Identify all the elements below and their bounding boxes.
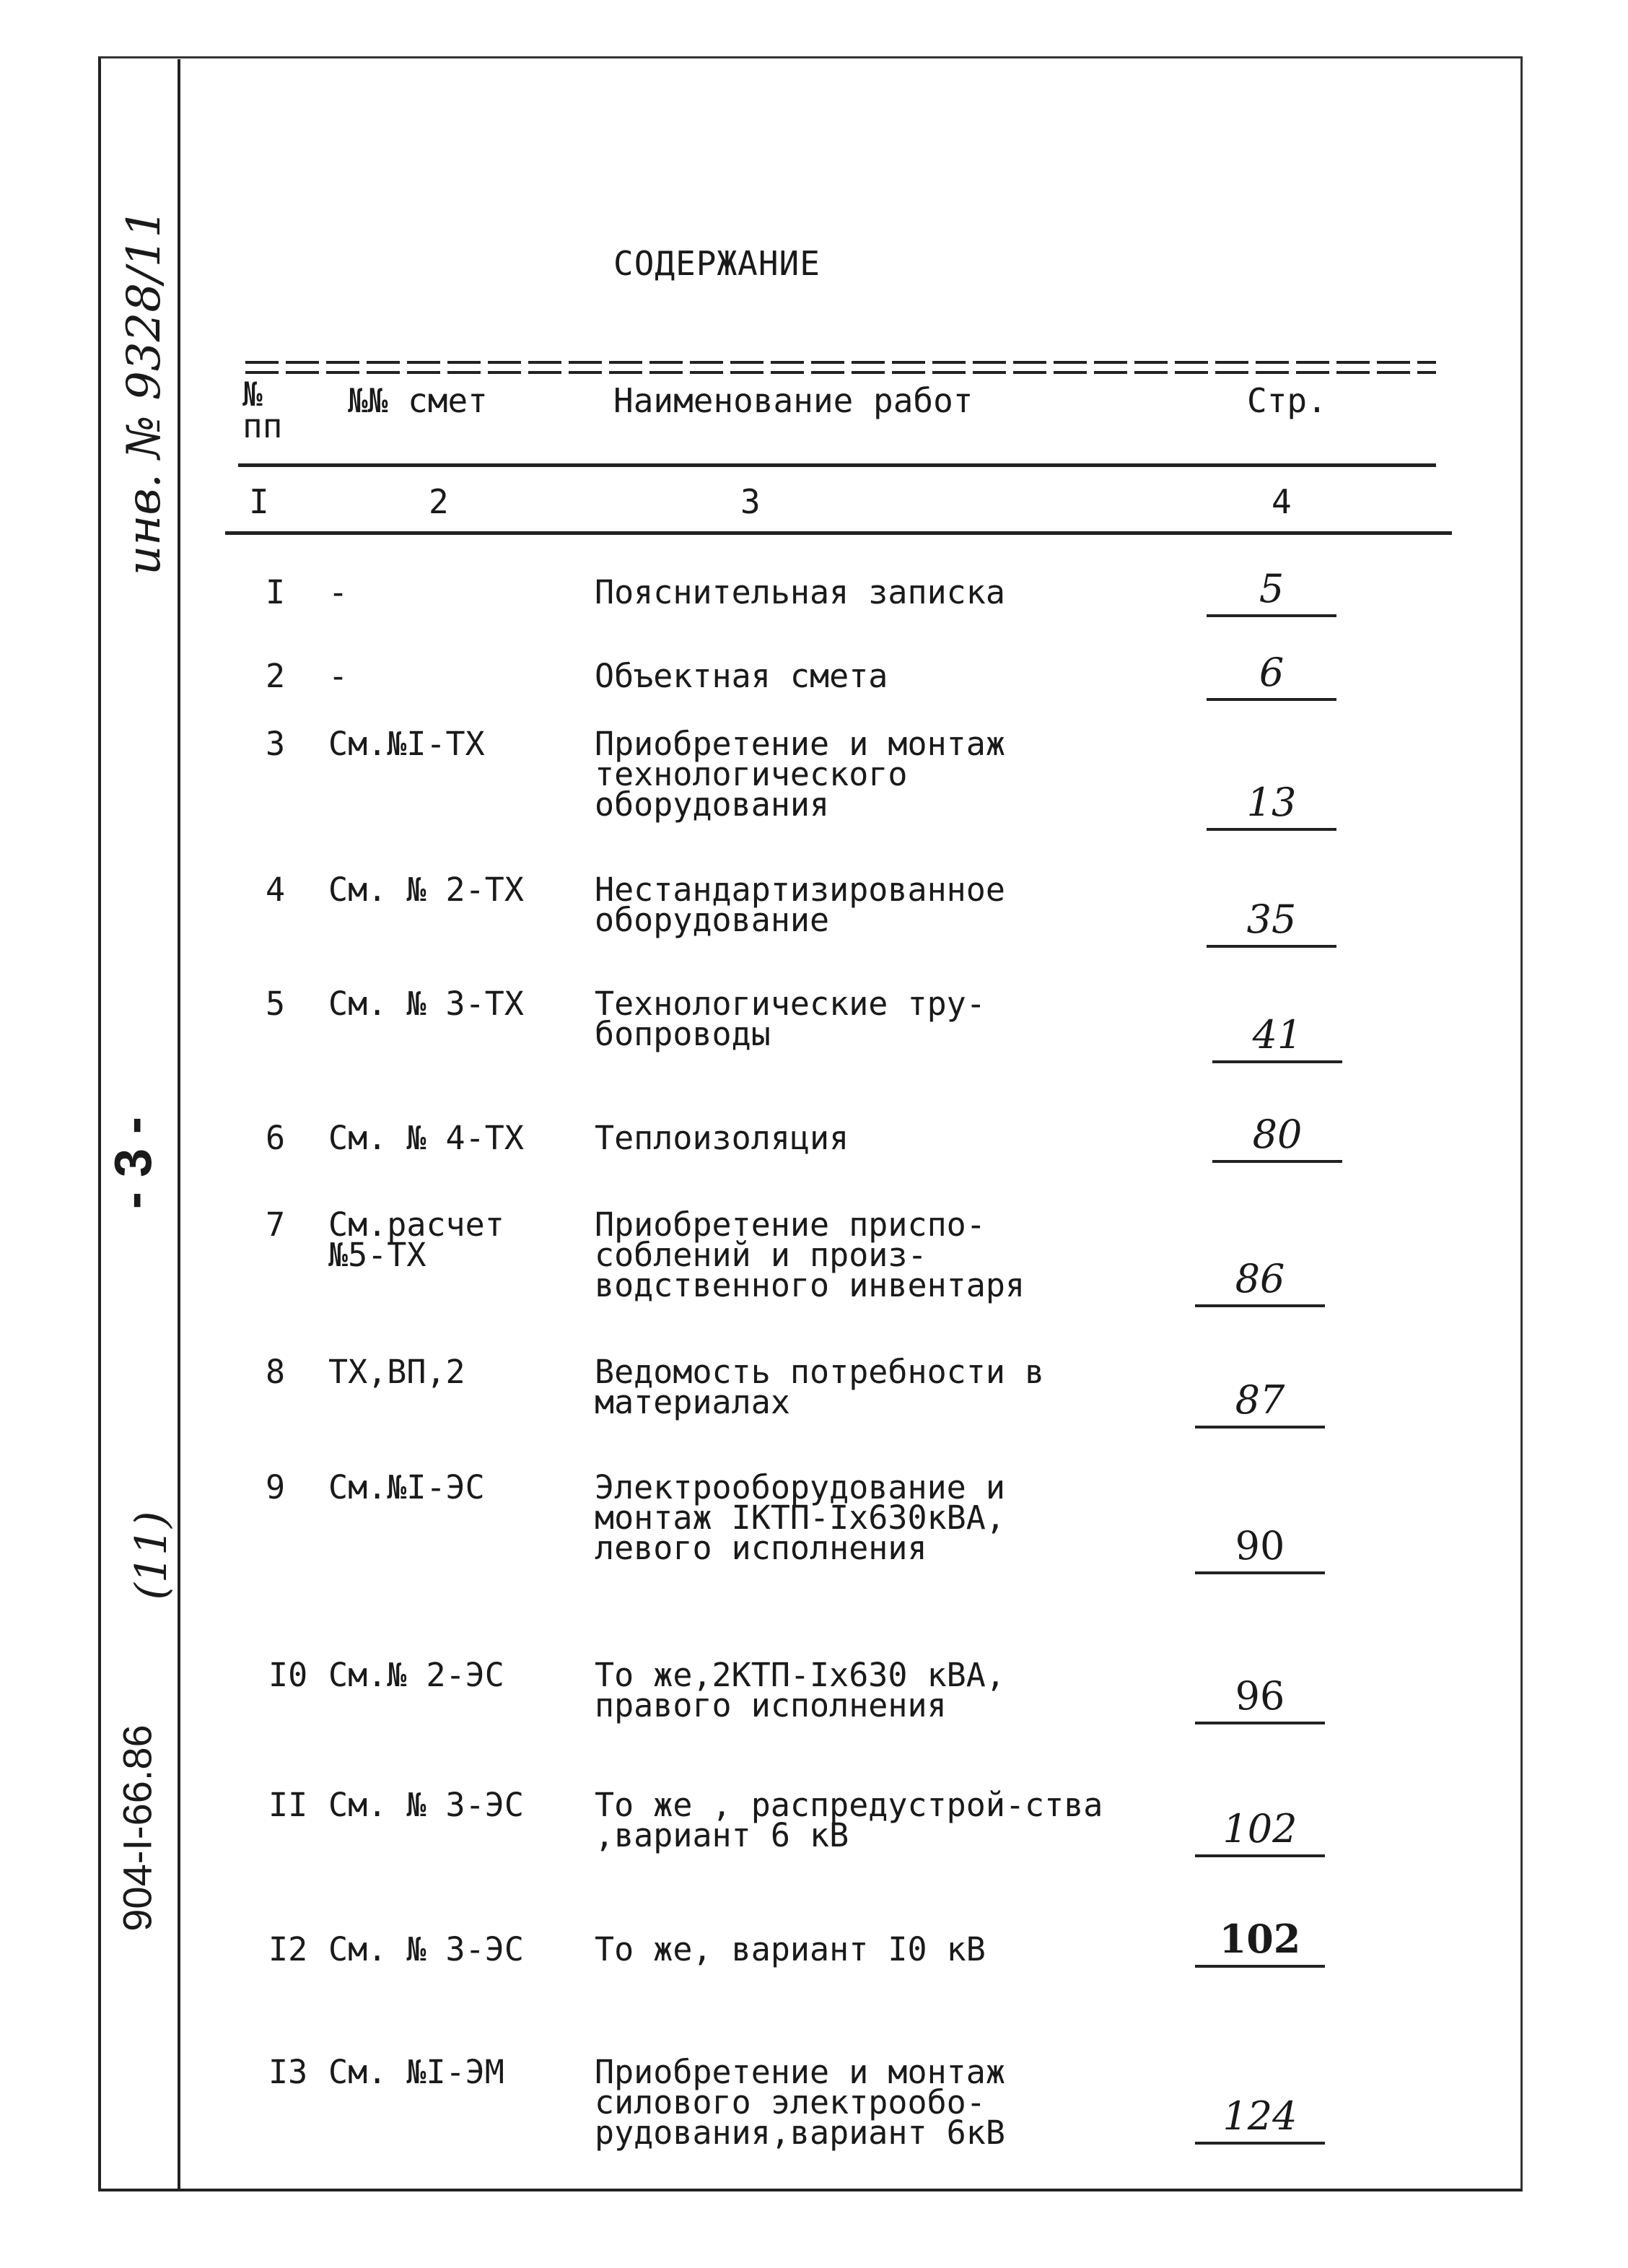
row-page: 87 — [1195, 1377, 1325, 1429]
header-rule — [238, 463, 1436, 467]
row-number: 3 — [266, 725, 286, 763]
row-estimate: ТХ,ВП,2 — [328, 1353, 465, 1391]
column-number-rule — [225, 531, 1452, 535]
inventory-stamp: инв. № 9328/11 — [118, 208, 171, 575]
row-estimate: См. № 3-ЭС — [328, 1930, 524, 1968]
row-work-name: Технологические тру-бопроводы — [595, 985, 986, 1053]
row-work-name: Объектная смета — [595, 657, 888, 695]
row-page: 90 — [1195, 1523, 1325, 1574]
row-estimate: - — [328, 573, 349, 611]
row-number: 6 — [266, 1119, 286, 1157]
row-work-name: Теплоизоляция — [595, 1119, 849, 1157]
row-work-name: То же,2КТП-Iх630 кВА, правого исполнения — [595, 1656, 1005, 1724]
row-estimate: См.№ 2-ЭС — [328, 1656, 504, 1694]
row-number: 8 — [266, 1353, 286, 1391]
row-page: 102 — [1195, 1806, 1325, 1857]
binding-stripe-line — [178, 59, 180, 2190]
row-estimate: См. № 2-ТХ — [328, 871, 524, 909]
row-estimate: См.№I-ТХ — [328, 725, 485, 763]
row-work-name: Приобретение и монтаж силового электрообо-рудования,вариант 6кВ — [595, 2053, 1005, 2152]
row-page: 96 — [1195, 1673, 1325, 1724]
row-work-name: Пояснительная записка — [595, 573, 1005, 611]
row-number: 2 — [266, 657, 286, 695]
header-page: Стр. — [1247, 381, 1327, 420]
row-number: 5 — [266, 985, 286, 1023]
row-number: I0 — [268, 1656, 308, 1694]
handwritten-code: (11) — [126, 1511, 177, 1600]
row-page: 102 — [1195, 1916, 1325, 1968]
header-work-name: Наименование работ — [613, 381, 973, 420]
row-estimate: См.расчет №5-ТХ — [328, 1205, 504, 1274]
row-work-name: Приобретение и монтаж технологического оборудования — [595, 725, 1005, 824]
row-number: II — [268, 1786, 308, 1824]
row-number: I3 — [268, 2053, 308, 2091]
row-work-name: Электрооборудование и монтаж IКТП-Iх630кВА, левого исполнения — [595, 1468, 1005, 1567]
row-number: 9 — [266, 1468, 286, 1506]
row-work-name: Ведомость потребности в материалах — [595, 1353, 1045, 1421]
row-work-name: То же , распредустрой-ства ,вариант 6 кВ — [595, 1786, 1103, 1854]
column-number: 2 — [429, 482, 449, 521]
row-number: 7 — [266, 1205, 286, 1244]
row-work-name: Приобретение приспо-соблений и произ-водственного инвентаря — [595, 1205, 1025, 1304]
row-number: I — [266, 573, 286, 611]
column-number: I — [249, 482, 269, 521]
row-estimate: См. №I-ЭМ — [328, 2053, 504, 2091]
row-work-name: Нестандартизированное оборудование — [595, 871, 1005, 939]
header-dashed-rule — [245, 361, 1436, 364]
header-estimate: №№ смет — [348, 381, 488, 420]
page-title: СОДЕРЖАНИЕ — [613, 244, 820, 283]
row-page: 6 — [1207, 650, 1336, 701]
header-dashed-rule-2 — [245, 371, 1436, 374]
row-estimate: См. № 3-ЭС — [328, 1786, 524, 1824]
row-estimate: См.№I-ЭС — [328, 1468, 485, 1506]
document-code: 904-I-66.86 — [114, 1724, 160, 1932]
row-estimate: - — [328, 657, 349, 695]
column-number: 3 — [740, 482, 761, 521]
row-page: 124 — [1195, 2093, 1325, 2145]
row-number: I2 — [268, 1930, 308, 1968]
page-number: - 3 - — [105, 1117, 162, 1210]
row-page: 86 — [1195, 1256, 1325, 1307]
column-number: 4 — [1272, 482, 1292, 521]
row-page: 35 — [1207, 897, 1336, 948]
row-page: 41 — [1212, 1012, 1342, 1063]
row-page: 5 — [1207, 566, 1336, 617]
row-number: 4 — [266, 871, 286, 909]
row-estimate: См. № 4-ТХ — [328, 1119, 524, 1157]
row-page: 13 — [1207, 780, 1336, 831]
row-work-name: То же, вариант I0 кВ — [595, 1930, 986, 1968]
header-num: № пп — [242, 375, 283, 445]
row-estimate: См. № 3-ТХ — [328, 985, 524, 1023]
row-page: 80 — [1212, 1112, 1342, 1163]
